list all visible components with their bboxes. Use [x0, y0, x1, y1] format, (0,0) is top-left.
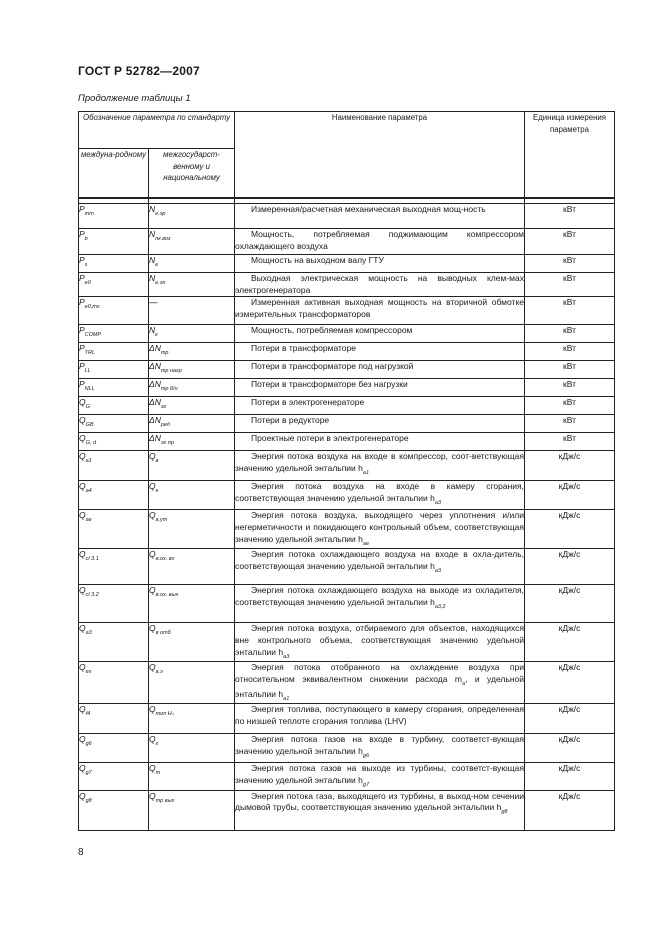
inline-subscript: a: [462, 681, 466, 688]
enthalpy-subscript: a3: [434, 568, 441, 575]
symbol-base: Q: [149, 481, 156, 492]
symbol-base: Q: [79, 763, 86, 774]
national-symbol: [149, 361, 235, 379]
national-symbol: [149, 397, 235, 415]
symbol-base: ΔN: [149, 397, 161, 408]
parameter-name: [235, 343, 525, 361]
page-number: 8: [78, 847, 84, 858]
enthalpy-subscript: ae: [362, 540, 370, 547]
symbol-base: Q: [149, 662, 156, 673]
table-row: [79, 297, 615, 325]
parameter-name-text: Энергия топлива, поступающего в камеру сгорания, определенная по низшей теплоте сгорания топлива (LHV): [235, 704, 524, 727]
symbol-subscript: ae: [85, 517, 92, 524]
intl-symbol: [79, 229, 149, 255]
symbol-subscript: e: [155, 262, 159, 268]
symbol-subscript: ред: [160, 422, 170, 429]
table-row: [79, 662, 615, 704]
symbol-subscript: G: [85, 404, 90, 411]
parameter-name: [235, 734, 525, 763]
symbol-base: P: [79, 379, 85, 390]
intl-symbol: [79, 451, 149, 481]
national-symbol: [149, 704, 235, 734]
parameter-name-text: Энергия потока газа, выходящего из турбины, в выход-ном сечении дымовой трубы, соответствующая значению удельной энтальпии h: [235, 790, 524, 813]
symbol-subscript: cl 3.1: [85, 556, 99, 563]
unit: кВт: [525, 343, 615, 361]
table-row: [79, 704, 615, 734]
symbol-subscript: эг: [160, 404, 167, 411]
national-symbol: [149, 734, 235, 763]
symbol-base: —: [149, 297, 158, 308]
parameter-name: [235, 585, 525, 623]
intl-symbol: [79, 433, 149, 451]
intl-symbol: [79, 415, 149, 433]
parameter-name-text: Энергия потока охлаждающего воздуха на входе в охла-дитель, соответствующая значению удельной энтальпии h: [235, 549, 524, 572]
intl-symbol: [79, 379, 149, 397]
parameter-name: [235, 549, 525, 585]
parameter-name: [235, 662, 525, 704]
symbol-base: Q: [149, 510, 156, 521]
symbol-subscript: пк.воз: [155, 236, 171, 242]
table-row: [79, 397, 615, 415]
table-row: [79, 415, 615, 433]
parameter-name: [235, 790, 525, 830]
symbol-subscript: g7: [85, 770, 92, 777]
intl-symbol: [79, 763, 149, 790]
unit: кВт: [525, 273, 615, 297]
table-row: [79, 361, 615, 379]
unit: кДж/с: [525, 734, 615, 763]
unit: кВт: [525, 229, 615, 255]
parameter-name-text: Энергия потока газов на входе в турбину, соответст-вующая значению удельной энтальпии h: [235, 734, 524, 757]
symbol-base: Q: [149, 734, 156, 745]
national-symbol: [149, 255, 235, 273]
parameter-name: [235, 763, 525, 790]
parameter-name-text: Энергия потока воздуха на входе в компрессор, соот-ветствующая значению удельной энтальпии h: [235, 451, 524, 474]
national-symbol: [149, 325, 235, 343]
intl-symbol: [79, 549, 149, 585]
national-symbol: [149, 415, 235, 433]
table-row: [79, 433, 615, 451]
national-symbol: [149, 297, 235, 325]
unit: кВт: [525, 433, 615, 451]
parameter-name-text: Потери в трансформаторе без нагрузки: [251, 379, 408, 390]
unit: кВт: [525, 255, 615, 273]
symbol-subscript: f4: [85, 711, 91, 718]
parameter-name-text: Потери в редукторе: [251, 415, 330, 426]
parameter-name-text: Мощность на выходном валу ГТУ: [251, 255, 384, 265]
symbol-subscript: TRL: [84, 350, 96, 357]
unit: кДж/с: [525, 481, 615, 510]
table-row: [79, 229, 615, 255]
unit: кДж/с: [525, 549, 615, 585]
national-symbol: [149, 585, 235, 623]
symbol-subscript: s: [84, 262, 88, 268]
symbol-base: P: [79, 325, 85, 336]
symbol-base: ΔN: [149, 361, 161, 372]
unit: кВт: [525, 379, 615, 397]
parameters-table: [78, 111, 615, 831]
parameter-name: [235, 415, 525, 433]
symbol-base: Q: [79, 623, 86, 634]
unit: кДж/с: [525, 585, 615, 623]
symbol-base: Q: [79, 704, 86, 715]
unit: кДж/с: [525, 451, 615, 481]
table-row: [79, 204, 615, 229]
table-row: [79, 273, 615, 297]
parameter-name-text: Потери в электрогенераторе: [251, 397, 365, 408]
parameter-name-text: Проектные потери в электрогенераторе: [251, 433, 409, 444]
intl-symbol: [79, 343, 149, 361]
intl-symbol: [79, 662, 149, 704]
symbol-subscript: NLL: [84, 386, 95, 393]
national-symbol: [149, 481, 235, 510]
parameter-name: [235, 451, 525, 481]
symbol-subscript: эг пр: [160, 440, 174, 447]
symbol-base: Q: [79, 415, 86, 426]
enthalpy-subscript: a1: [362, 470, 370, 477]
national-symbol: [149, 549, 235, 585]
symbol-subscript: ex: [85, 669, 92, 676]
unit: кДж/с: [525, 510, 615, 549]
parameter-name-text: Потери в трансформаторе: [251, 343, 356, 354]
parameter-name: [235, 379, 525, 397]
standard-designation: ГОСТ Р 52782—2007: [78, 64, 200, 78]
parameter-name: [235, 397, 525, 415]
parameter-name-text: Измеренная активная выходная мощность на вторичной обмотке измерительных трансформаторов: [235, 297, 524, 320]
intl-symbol: [79, 585, 149, 623]
table-row: [79, 343, 615, 361]
symbol-subscript: e0,ms: [84, 304, 100, 311]
unit: кВт: [525, 297, 615, 325]
parameter-name: [235, 433, 525, 451]
symbol-base: P: [79, 343, 85, 354]
intl-symbol: [79, 790, 149, 830]
enthalpy-subscript: a3: [283, 653, 290, 660]
symbol-subscript: к: [155, 332, 158, 339]
parameter-name-text: Мощность, потребляемая компрессором: [251, 325, 413, 336]
symbol-subscript: GB: [85, 422, 94, 429]
symbol-base: Q: [79, 790, 86, 801]
table-row: [79, 255, 615, 273]
symbol-subscript: LL: [84, 368, 91, 375]
intl-symbol: [79, 481, 149, 510]
unit: кДж/с: [525, 790, 615, 830]
symbol-subscript: e.эл: [155, 280, 166, 286]
enthalpy-subscript: g7: [362, 782, 370, 789]
parameter-name-text: Энергия потока отобранного на охлаждение воздуха при относительном эквивалентном снижении расхода m: [235, 662, 524, 685]
intl-symbol: [79, 623, 149, 662]
symbol-base: ΔN: [149, 343, 161, 354]
header-international: междуна-родному: [79, 149, 149, 199]
symbol-base: N: [149, 255, 156, 265]
parameter-name-text: Энергия потока воздуха, выходящего через уплотнения и/или негерметичности и покидающего контрольный объем, соответствующая значению удельной энтальпии h: [235, 510, 524, 544]
national-symbol: [149, 510, 235, 549]
parameter-name-text: Потери в трансформаторе под нагрузкой: [251, 361, 414, 372]
symbol-base: N: [149, 229, 156, 239]
unit: кВт: [525, 325, 615, 343]
symbol-subscript: в отб: [155, 630, 171, 637]
intl-symbol: [79, 734, 149, 763]
intl-symbol: [79, 325, 149, 343]
symbol-base: P: [79, 273, 85, 283]
symbol-subscript: mm: [84, 211, 94, 217]
header-designation-group: Обозначение параметра по стандарту: [79, 112, 235, 149]
symbol-subscript: a1: [85, 458, 92, 465]
symbol-subscript: г: [155, 741, 159, 748]
symbol-base: ΔN: [149, 415, 161, 426]
symbol-subscript: в.ут: [155, 517, 168, 524]
parameter-name: [235, 510, 525, 549]
intl-symbol: [79, 273, 149, 297]
symbol-base: P: [79, 361, 85, 372]
symbol-base: P: [79, 255, 85, 265]
intl-symbol: [79, 255, 149, 273]
symbol-subscript: G, d: [85, 440, 97, 447]
symbol-base: N: [149, 325, 156, 336]
symbol-base: P: [79, 229, 85, 239]
symbol-subscript: в: [155, 458, 159, 465]
table-row: [79, 379, 615, 397]
national-symbol: [149, 204, 235, 229]
table-row: [79, 325, 615, 343]
intl-symbol: [79, 704, 149, 734]
symbol-subscript: a3: [85, 630, 92, 637]
table-row: [79, 451, 615, 481]
national-symbol: [149, 662, 235, 704]
symbol-base: Q: [149, 704, 156, 715]
national-symbol: [149, 763, 235, 790]
header-parameter-name: Наименование параметра: [235, 112, 525, 199]
symbol-base: Q: [79, 734, 86, 745]
table-row: [79, 549, 615, 585]
table-row: [79, 734, 615, 763]
unit: кВт: [525, 415, 615, 433]
symbol-base: Q: [149, 451, 156, 462]
parameter-name-tail: , и удельной энтальпии h: [235, 674, 524, 699]
national-symbol: [149, 343, 235, 361]
symbol-subscript: e0: [84, 280, 91, 286]
symbol-base: Q: [79, 397, 86, 408]
unit: кВт: [525, 361, 615, 379]
symbol-base: N: [149, 204, 156, 214]
table-row: [79, 790, 615, 830]
parameter-name-text: Энергия потока охлаждающего воздуха на выходе из охладителя, соответствующая значению удельной энтальпии h: [235, 585, 524, 608]
parameter-name-text: Измеренная/расчетная механическая выходная мощ-ность: [251, 204, 486, 214]
national-symbol: [149, 790, 235, 830]
symbol-subscript: в.э: [155, 669, 163, 676]
parameter-name: [235, 481, 525, 510]
symbol-base: Q: [79, 481, 86, 492]
unit: кДж/с: [525, 763, 615, 790]
symbol-subscript: тр: [160, 350, 169, 357]
symbol-subscript: тр вых: [155, 797, 175, 804]
parameter-name: [235, 229, 525, 255]
enthalpy-subscript: a1: [283, 695, 290, 702]
intl-symbol: [79, 297, 149, 325]
parameter-name: [235, 204, 525, 229]
header-national: межгосударст-венному и национальному: [149, 149, 235, 199]
table-body: [79, 198, 615, 830]
unit: кДж/с: [525, 704, 615, 734]
symbol-subscript: g8: [85, 797, 92, 804]
symbol-base: Q: [79, 510, 86, 521]
national-symbol: [149, 229, 235, 255]
unit: кВт: [525, 204, 615, 229]
parameter-name: [235, 273, 525, 297]
parameter-name: [235, 704, 525, 734]
parameter-name: [235, 623, 525, 662]
symbol-subscript: g6: [85, 741, 92, 748]
enthalpy-subscript: g6: [362, 753, 370, 760]
symbol-base: Q: [149, 585, 156, 596]
symbol-subscript: b: [84, 236, 88, 242]
parameter-name-text: Мощность, потребляемая поджимающим компрессором охлаждающего воздуха: [235, 229, 524, 251]
symbol-subscript: COMP: [84, 332, 102, 339]
symbol-subscript: тр нагр: [160, 368, 182, 375]
intl-symbol: [79, 397, 149, 415]
parameter-name-text: Выходная электрическая мощность на выводных клем-мах электрогенератора: [235, 273, 524, 295]
symbol-subscript: т: [155, 770, 161, 777]
table-row: [79, 585, 615, 623]
symbol-base: Q: [79, 433, 86, 444]
table-caption: Продолжение таблицы 1: [78, 93, 191, 104]
symbol-base: Q: [149, 549, 156, 560]
symbol-base: Q: [149, 763, 156, 774]
enthalpy-subscript: a3,2: [434, 604, 446, 611]
intl-symbol: [79, 204, 149, 229]
header-unit: Единица измерения параметра: [525, 112, 615, 199]
national-symbol: [149, 379, 235, 397]
parameter-name: [235, 325, 525, 343]
unit: кДж/с: [525, 623, 615, 662]
symbol-subscript: cl 3.2: [85, 592, 99, 599]
unit: кВт: [525, 397, 615, 415]
parameter-name: [235, 361, 525, 379]
symbol-subscript: a4: [85, 488, 92, 495]
unit: кДж/с: [525, 662, 615, 704]
symbol-subscript: топ Hₙ: [155, 711, 174, 718]
symbol-base: P: [79, 297, 85, 308]
national-symbol: [149, 273, 235, 297]
intl-symbol: [79, 361, 149, 379]
symbol-subscript: тр б/н: [160, 386, 178, 393]
symbol-base: ΔN: [149, 379, 161, 390]
parameter-name-text: Энергия потока газов на выходе из турбины, соответст-вующая значению удельной энтальпии h: [235, 763, 524, 786]
symbol-base: Q: [79, 549, 86, 560]
enthalpy-subscript: g8: [501, 809, 508, 816]
national-symbol: [149, 623, 235, 662]
symbol-base: Q: [79, 585, 86, 596]
national-symbol: [149, 451, 235, 481]
parameter-name: [235, 255, 525, 273]
enthalpy-subscript: a3: [434, 500, 441, 507]
symbol-base: Q: [149, 623, 156, 634]
symbol-base: Q: [79, 451, 86, 462]
table-row: [79, 763, 615, 790]
symbol-subscript: к: [155, 488, 159, 495]
table-row: [79, 623, 615, 662]
parameter-name-text: Энергия потока воздуха, отбираемого для объектов, находящихся вне контрольного объема, соответствующая значению удельной энтальпии h: [235, 623, 524, 657]
symbol-base: N: [149, 273, 156, 283]
symbol-base: ΔN: [149, 433, 161, 444]
symbol-subscript: в.ох. вых: [155, 592, 179, 599]
parameter-name: [235, 297, 525, 325]
symbol-base: P: [79, 204, 85, 214]
national-symbol: [149, 433, 235, 451]
intl-symbol: [79, 510, 149, 549]
symbol-subscript: в.ох. вх: [155, 556, 175, 563]
table-row: [79, 481, 615, 510]
symbol-base: Q: [79, 662, 86, 673]
table-row: [79, 510, 615, 549]
symbol-base: Q: [149, 790, 156, 801]
parameter-name-text: Энергия потока воздуха на входе в камеру сгорания, соответствующая значению удельной энтальпии h: [235, 481, 524, 504]
symbol-subscript: e.эр: [155, 211, 166, 217]
